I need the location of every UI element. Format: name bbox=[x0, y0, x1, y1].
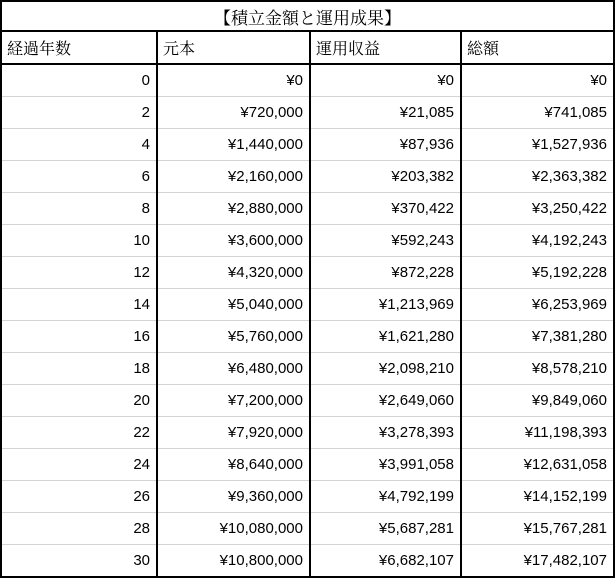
cell-elapsed-years: 26 bbox=[1, 481, 157, 513]
cell-principal: ¥7,200,000 bbox=[157, 385, 310, 417]
cell-investment-gain: ¥87,936 bbox=[310, 129, 461, 161]
table-row bbox=[1, 449, 614, 481]
table-row bbox=[1, 257, 614, 289]
cell-principal: ¥0 bbox=[157, 64, 310, 97]
cell-investment-gain: ¥21,085 bbox=[310, 97, 461, 129]
cell-principal: ¥720,000 bbox=[157, 97, 310, 129]
cell-investment-gain: ¥1,213,969 bbox=[310, 289, 461, 321]
cell-investment-gain: ¥592,243 bbox=[310, 225, 461, 257]
cell-investment-gain: ¥872,228 bbox=[310, 257, 461, 289]
table-row bbox=[1, 64, 614, 97]
cell-elapsed-years: 10 bbox=[1, 225, 157, 257]
table-row bbox=[1, 417, 614, 449]
table-title: 【積立金額と運用成果】 bbox=[1, 1, 614, 31]
table-row bbox=[1, 321, 614, 353]
column-header-investment-gain: 運用収益 bbox=[310, 31, 461, 64]
cell-elapsed-years: 4 bbox=[1, 129, 157, 161]
title-row bbox=[1, 1, 614, 31]
column-header-principal: 元本 bbox=[157, 31, 310, 64]
table-row bbox=[1, 225, 614, 257]
cell-investment-gain: ¥2,098,210 bbox=[310, 353, 461, 385]
cell-total: ¥741,085 bbox=[461, 97, 614, 129]
cell-elapsed-years: 12 bbox=[1, 257, 157, 289]
table-row bbox=[1, 193, 614, 225]
table-row bbox=[1, 161, 614, 193]
cell-total: ¥5,192,228 bbox=[461, 257, 614, 289]
cell-elapsed-years: 18 bbox=[1, 353, 157, 385]
cell-investment-gain: ¥6,682,107 bbox=[310, 545, 461, 578]
cell-investment-gain: ¥1,621,280 bbox=[310, 321, 461, 353]
cell-elapsed-years: 28 bbox=[1, 513, 157, 545]
cell-investment-gain: ¥4,792,199 bbox=[310, 481, 461, 513]
cell-principal: ¥4,320,000 bbox=[157, 257, 310, 289]
cell-total: ¥15,767,281 bbox=[461, 513, 614, 545]
cell-principal: ¥2,880,000 bbox=[157, 193, 310, 225]
cell-total: ¥6,253,969 bbox=[461, 289, 614, 321]
cell-elapsed-years: 2 bbox=[1, 97, 157, 129]
cell-principal: ¥9,360,000 bbox=[157, 481, 310, 513]
cell-investment-gain: ¥3,278,393 bbox=[310, 417, 461, 449]
cell-total: ¥2,363,382 bbox=[461, 161, 614, 193]
table-row bbox=[1, 513, 614, 545]
cell-elapsed-years: 6 bbox=[1, 161, 157, 193]
table-row bbox=[1, 545, 614, 578]
table-row bbox=[1, 385, 614, 417]
cell-investment-gain: ¥2,649,060 bbox=[310, 385, 461, 417]
cell-elapsed-years: 20 bbox=[1, 385, 157, 417]
cell-total: ¥7,381,280 bbox=[461, 321, 614, 353]
cell-principal: ¥10,800,000 bbox=[157, 545, 310, 578]
cell-total: ¥4,192,243 bbox=[461, 225, 614, 257]
cell-total: ¥0 bbox=[461, 64, 614, 97]
cell-investment-gain: ¥0 bbox=[310, 64, 461, 97]
header-row bbox=[1, 31, 614, 64]
cell-elapsed-years: 14 bbox=[1, 289, 157, 321]
cell-investment-gain: ¥203,382 bbox=[310, 161, 461, 193]
column-header-total: 総額 bbox=[461, 31, 614, 64]
cell-principal: ¥6,480,000 bbox=[157, 353, 310, 385]
table-row bbox=[1, 97, 614, 129]
cell-principal: ¥3,600,000 bbox=[157, 225, 310, 257]
cell-total: ¥17,482,107 bbox=[461, 545, 614, 578]
table-body bbox=[1, 64, 614, 577]
cell-principal: ¥1,440,000 bbox=[157, 129, 310, 161]
cell-investment-gain: ¥5,687,281 bbox=[310, 513, 461, 545]
cell-total: ¥1,527,936 bbox=[461, 129, 614, 161]
cell-total: ¥11,198,393 bbox=[461, 417, 614, 449]
cell-elapsed-years: 24 bbox=[1, 449, 157, 481]
table-row bbox=[1, 129, 614, 161]
cell-principal: ¥7,920,000 bbox=[157, 417, 310, 449]
table-row bbox=[1, 289, 614, 321]
cell-principal: ¥2,160,000 bbox=[157, 161, 310, 193]
cell-elapsed-years: 22 bbox=[1, 417, 157, 449]
cell-principal: ¥5,040,000 bbox=[157, 289, 310, 321]
cell-total: ¥8,578,210 bbox=[461, 353, 614, 385]
cell-total: ¥14,152,199 bbox=[461, 481, 614, 513]
cell-investment-gain: ¥370,422 bbox=[310, 193, 461, 225]
cell-total: ¥12,631,058 bbox=[461, 449, 614, 481]
column-header-elapsed-years: 経過年数 bbox=[1, 31, 157, 64]
cell-elapsed-years: 16 bbox=[1, 321, 157, 353]
cell-principal: ¥8,640,000 bbox=[157, 449, 310, 481]
table-row bbox=[1, 353, 614, 385]
table-row bbox=[1, 481, 614, 513]
cell-elapsed-years: 30 bbox=[133, 552, 150, 569]
cell-elapsed-years: 8 bbox=[1, 193, 157, 225]
cell-total: ¥9,849,060 bbox=[461, 385, 614, 417]
cell-total: ¥3,250,422 bbox=[461, 193, 614, 225]
cell-principal: ¥10,080,000 bbox=[157, 513, 310, 545]
cell-principal: ¥5,760,000 bbox=[157, 321, 310, 353]
cell-investment-gain: ¥3,991,058 bbox=[310, 449, 461, 481]
cell-elapsed-years: 0 bbox=[1, 64, 157, 97]
